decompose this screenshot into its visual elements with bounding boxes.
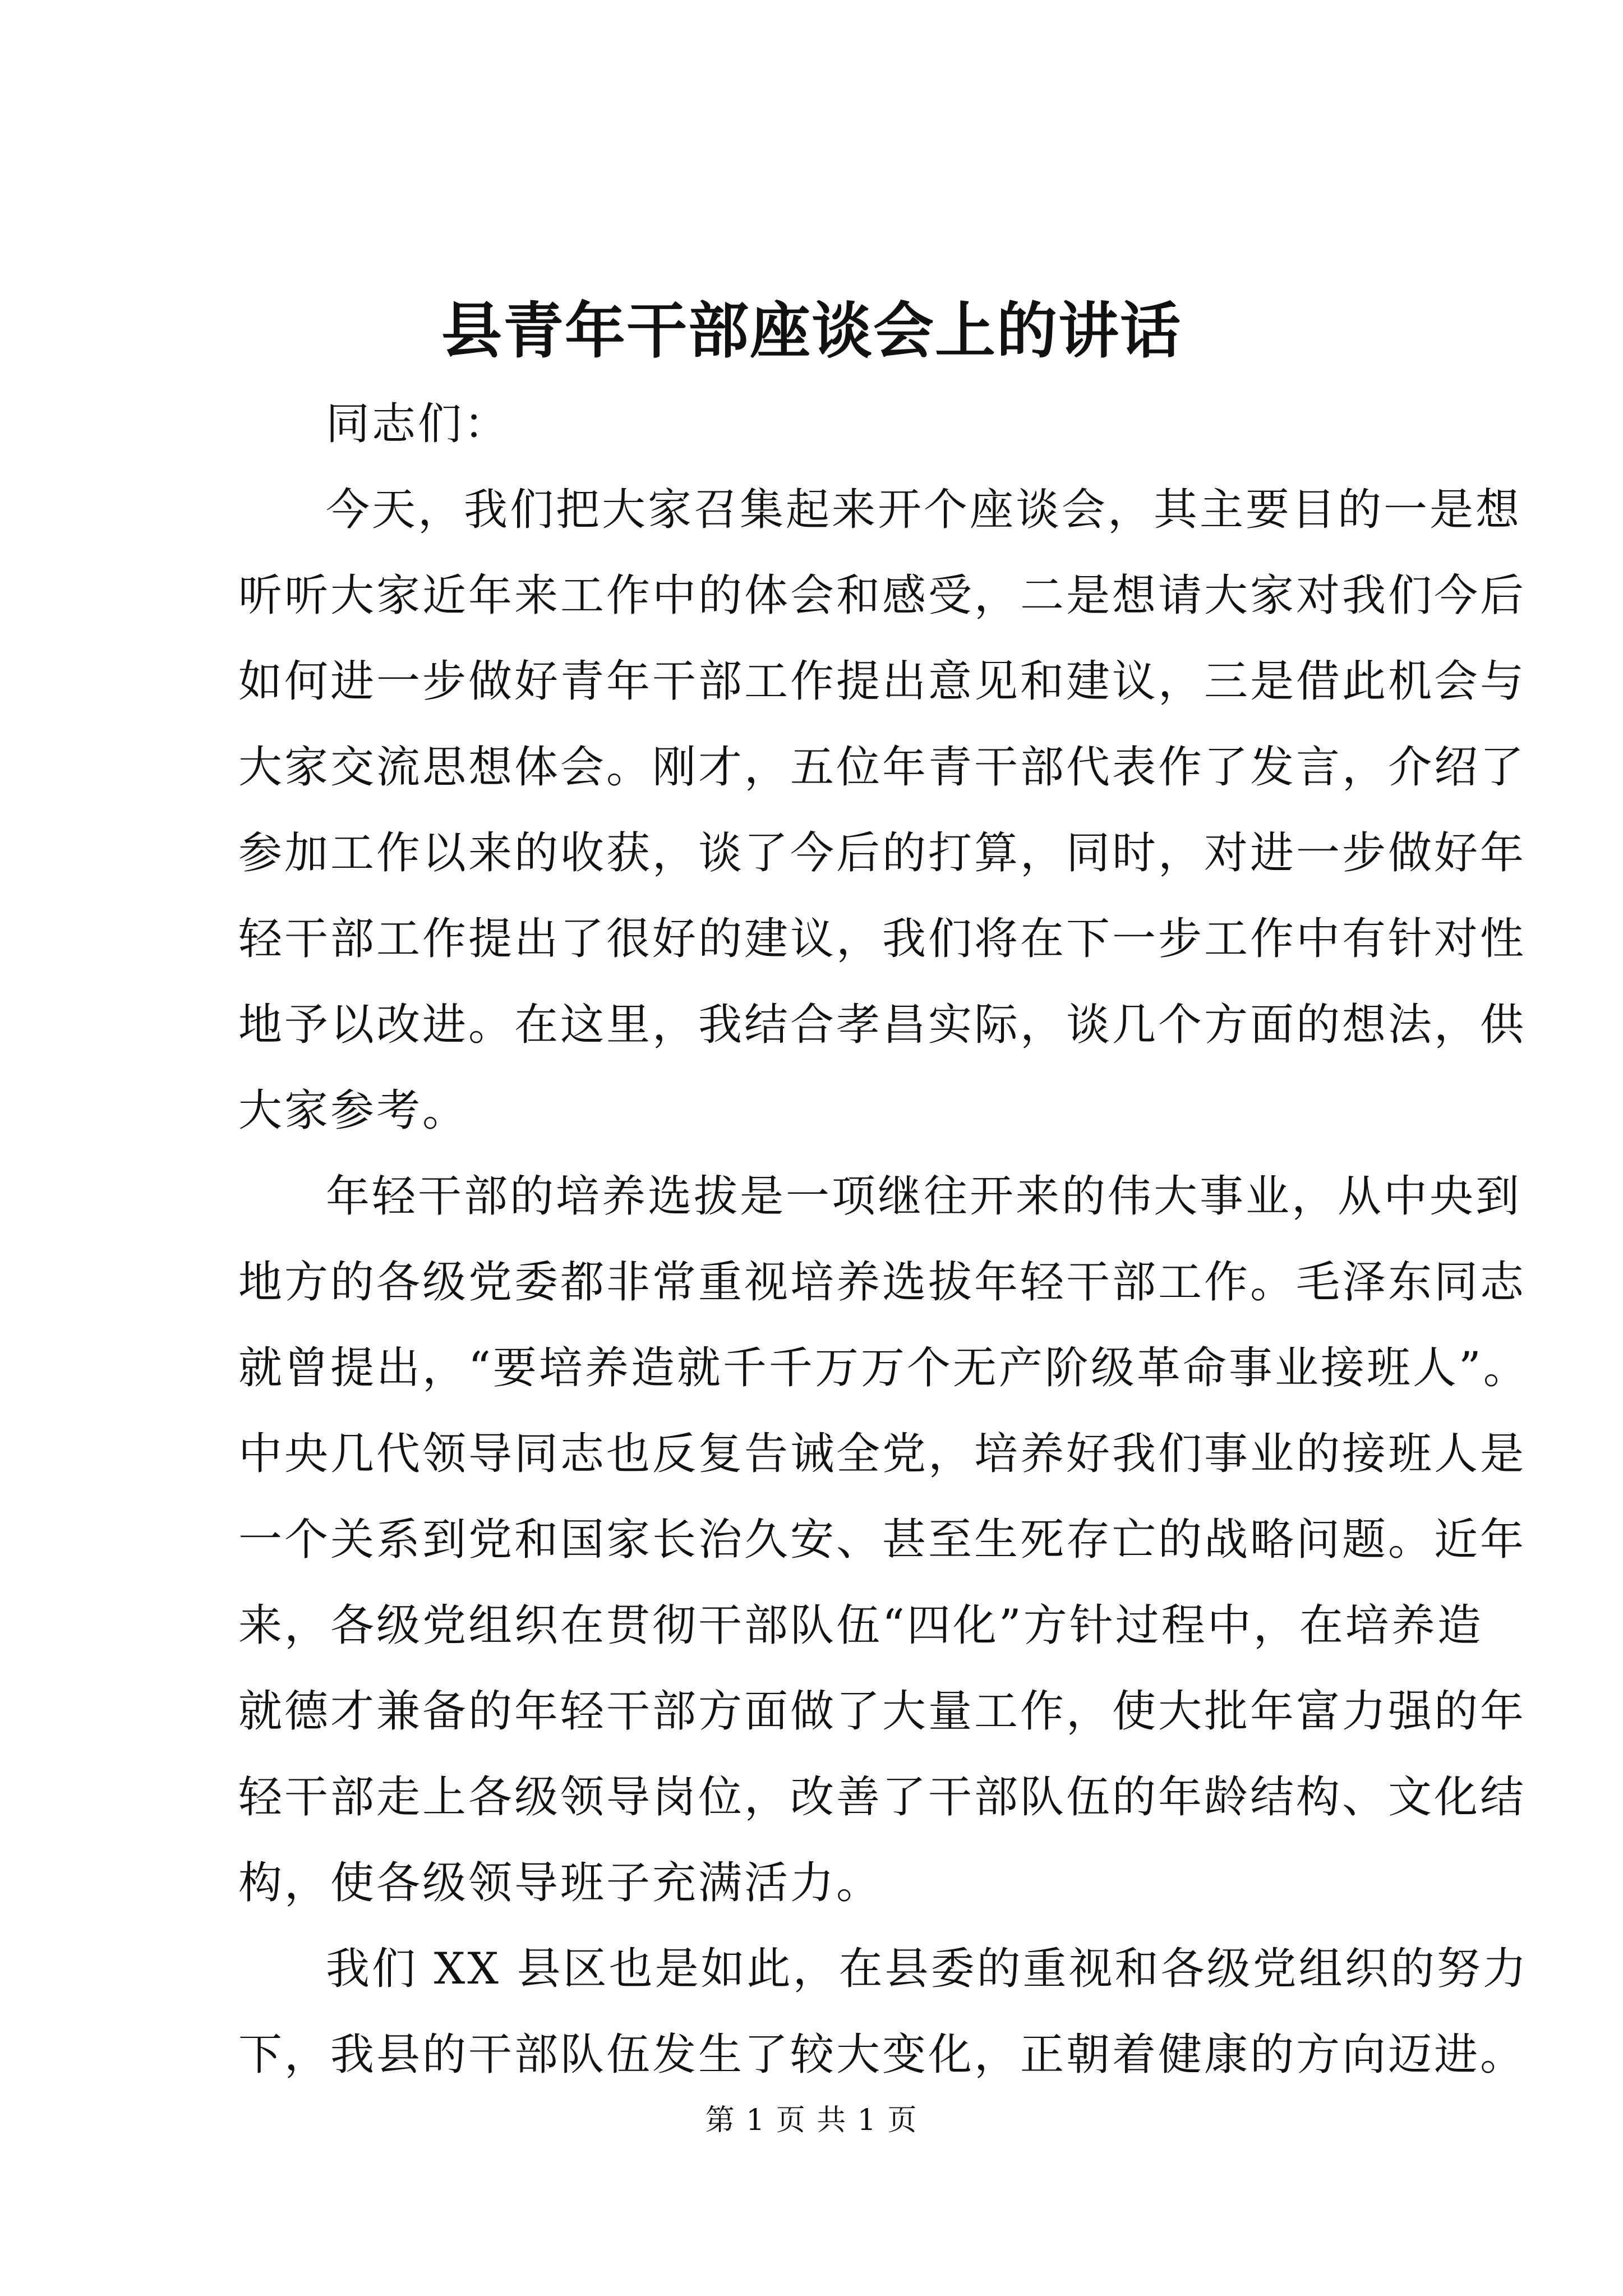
text-line: 今天，我们把大家召集起来开个座谈会，其主要目的一是想: [326, 485, 1522, 535]
text-line: 中央几代领导同志也反复告诫全党，培养好我们事业的接班人是: [238, 1429, 1527, 1479]
text-line: 轻干部走上各级领导岗位，改善了干部队伍的年龄结构、文化结: [238, 1772, 1527, 1823]
text-line: 就德才兼备的年轻干部方面做了大量工作，使大批年富力强的年: [238, 1686, 1527, 1737]
text-line: 来，各级党组织在贯彻干部队伍“四化”方针过程中，在培养造: [238, 1600, 1483, 1651]
text-line: 参加工作以来的收获，谈了今后的打算，同时，对进一步做好年: [238, 828, 1527, 878]
text-line: 地方的各级党委都非常重视培养选拔年轻干部工作。毛泽东同志: [238, 1257, 1527, 1308]
text-line: 年轻干部的培养选拔是一项继往开来的伟大事业，从中央到: [326, 1171, 1522, 1222]
text-line: 大家交流思想体会。刚才，五位年青干部代表作了发言，介绍了: [238, 742, 1527, 793]
text-line: 我们 XX 县区也是如此，在县委的重视和各级党组织的努力: [326, 1944, 1529, 1994]
text-line: 如何进一步做好青年干部工作提出意见和建议，三是借此机会与: [238, 656, 1527, 707]
text-line: 就曾提出，“要培养造就千千万万个无产阶级革命事业接班人”。: [238, 1343, 1529, 1393]
text-line: 一个关系到党和国家长治久安、甚至生死存亡的战略问题。近年: [238, 1515, 1527, 1565]
text-line: 地予以改进。在这里，我结合孝昌实际，谈几个方面的想法，供: [238, 1000, 1527, 1050]
text-line: 下，我县的干部队伍发生了较大变化，正朝着健康的方向迈进。: [238, 2030, 1527, 2080]
text-line: 大家参考。: [238, 1085, 469, 1136]
document-title: 县青年干部座谈会上的讲话: [441, 296, 1182, 366]
document-body: [238, 381, 1529, 2098]
text-line: 同志们：: [326, 399, 510, 449]
text-line: 轻干部工作提出了很好的建议，我们将在下一步工作中有针对性: [238, 914, 1527, 964]
page-footer: 第 1 页 共 1 页: [705, 2104, 918, 2137]
text-line: 听听大家近年来工作中的体会和感受，二是想请大家对我们今后: [238, 570, 1527, 621]
text-line: 构，使各级领导班子充满活力。: [238, 1858, 883, 1908]
